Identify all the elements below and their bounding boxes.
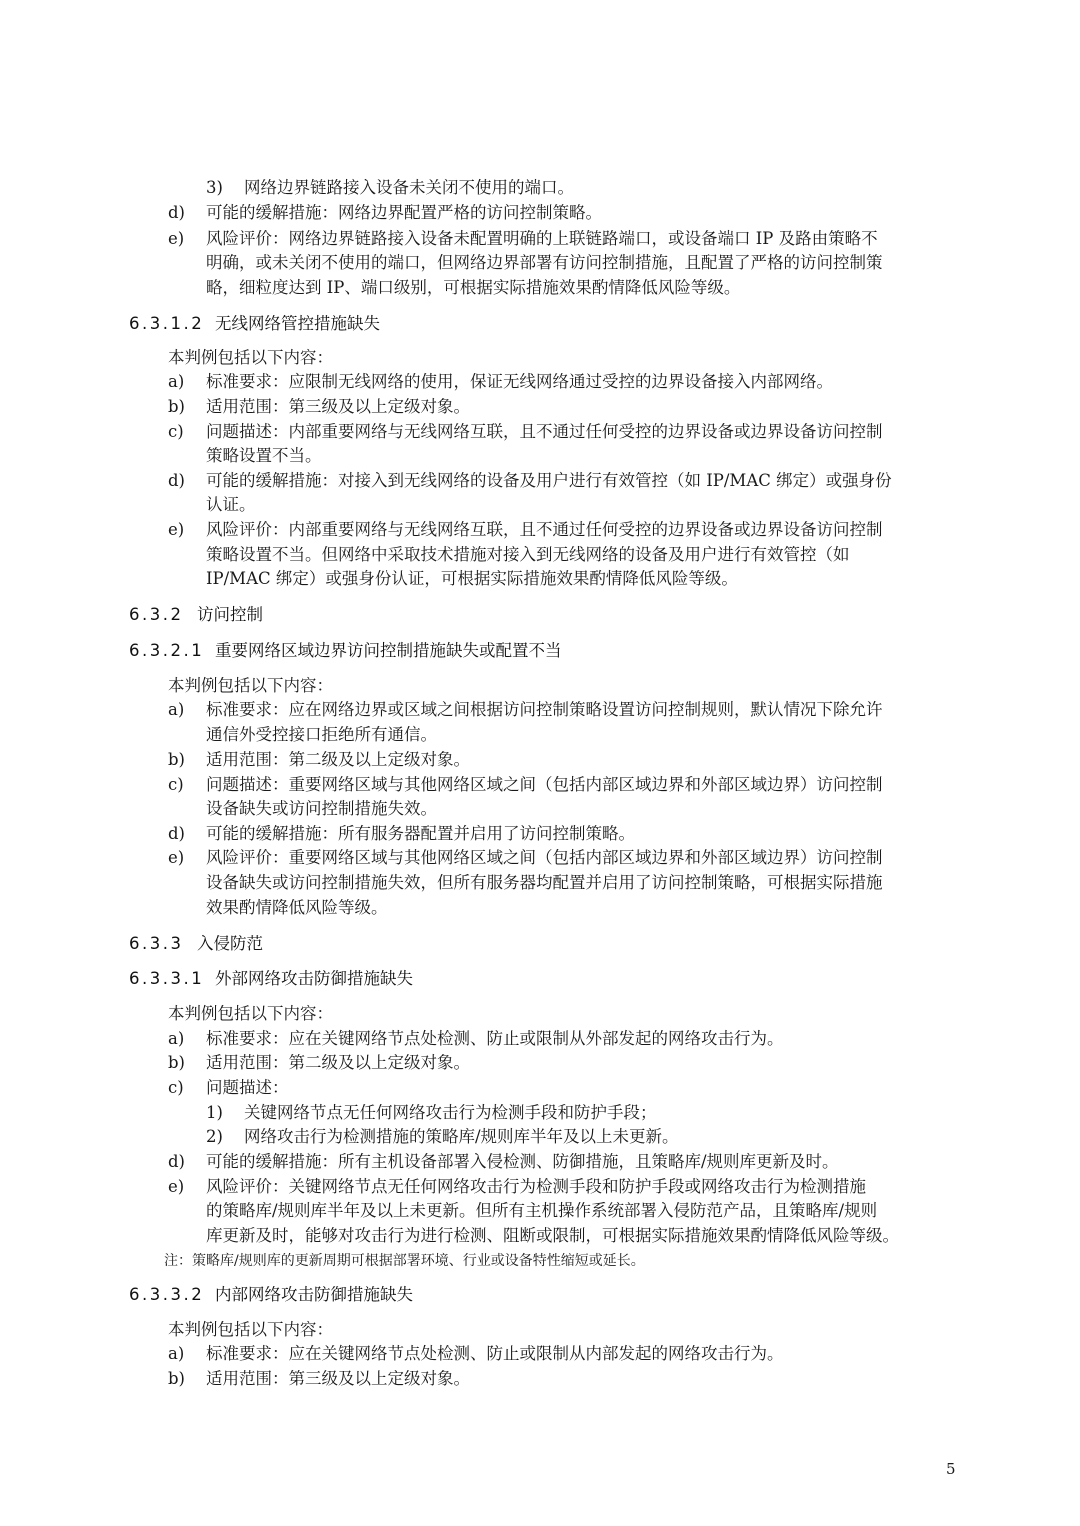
list-item: a) 标准要求：应在关键网络节点处检测、防止或限制从外部发起的网络攻击行为。: [168, 1029, 784, 1048]
section-heading: 6.3.3.1 外部网络攻击防御措施缺失: [129, 969, 413, 988]
intro-text: 本判例包括以下内容：: [168, 676, 333, 695]
list-item: e) 风险评价：关键网络节点无任何网络攻击行为检测手段和防护手段或网络攻击行为检测措施: [168, 1177, 866, 1196]
list-item: b) 适用范围：第二级及以上定级对象。: [168, 750, 470, 769]
list-item-continuation: 略，细粒度达到 IP、端口级别，可根据实际措施效果酌情降低风险等级。: [206, 278, 741, 297]
list-item-continuation: 设备缺失或访问控制措施失效。: [206, 799, 437, 818]
sub-list-item: 1) 关键网络节点无任何网络攻击行为检测手段和防护手段；: [206, 1103, 657, 1122]
list-item-continuation: 策略设置不当。: [206, 446, 322, 465]
list-item: d) 可能的缓解措施：所有服务器配置并启用了访问控制策略。: [168, 824, 635, 843]
section-heading: 6.3.1.2 无线网络管控措施缺失: [129, 314, 380, 333]
list-item: a) 标准要求：应限制无线网络的使用，保证无线网络通过受控的边界设备接入内部网络。: [168, 372, 833, 391]
intro-text: 本判例包括以下内容：: [168, 1320, 333, 1339]
list-item: b) 适用范围：第三级及以上定级对象。: [168, 397, 470, 416]
list-item-continuation: 策略设置不当。但网络中采取技术措施对接入到无线网络的设备及用户进行有效管控（如: [206, 545, 850, 564]
list-item-continuation: 库更新及时，能够对攻击行为进行检测、阻断或限制，可根据实际措施效果酌情降低风险等级。: [206, 1226, 899, 1245]
list-item: d) 可能的缓解措施：网络边界配置严格的访问控制策略。: [168, 203, 602, 222]
list-item: c) 问题描述：内部重要网络与无线网络互联，且不通过任何受控的边界设备或边界设备访问控制: [168, 422, 883, 441]
list-item-continuation: 的策略库/规则库半年及以上未更新。但所有主机操作系统部署入侵防范产品，且策略库/规则: [206, 1201, 878, 1220]
list-item: e) 风险评价：内部重要网络与无线网络互联，且不通过任何受控的边界设备或边界设备访问控制: [168, 520, 883, 539]
sub-list-item: 2) 网络攻击行为检测措施的策略库/规则库半年及以上未更新。: [206, 1127, 679, 1146]
section-heading: 6.3.2 访问控制: [129, 605, 263, 624]
list-item-continuation: 通信外受控接口拒绝所有通信。: [206, 725, 437, 744]
list-item: d) 可能的缓解措施：所有主机设备部署入侵检测、防御措施，且策略库/规则库更新及时。: [168, 1152, 839, 1171]
list-item: e) 风险评价：重要网络区域与其他网络区域之间（包括内部区域边界和外部区域边界）访问控制: [168, 848, 883, 867]
note: 注：策略库/规则库的更新周期可根据部署环境、行业或设备特性缩短或延长。: [164, 1253, 645, 1269]
section-heading: 6.3.3.2 内部网络攻击防御措施缺失: [129, 1285, 413, 1304]
list-item-continuation: 效果酌情降低风险等级。: [206, 898, 388, 917]
list-item: c) 问题描述：: [168, 1078, 289, 1097]
section-heading: 6.3.3 入侵防范: [129, 934, 263, 953]
list-item-continuation: 认证。: [206, 495, 256, 514]
page-number: 5: [946, 1460, 956, 1478]
section-heading: 6.3.2.1 重要网络区域边界访问控制措施缺失或配置不当: [129, 641, 562, 660]
list-item: c) 问题描述：重要网络区域与其他网络区域之间（包括内部区域边界和外部区域边界）访问控制: [168, 775, 883, 794]
list-item: 3) 网络边界链路接入设备未关闭不使用的端口。: [206, 178, 574, 197]
list-item-continuation: IP/MAC 绑定）或强身份认证，可根据实际措施效果酌情降低风险等级。: [206, 569, 738, 588]
list-item: b) 适用范围：第二级及以上定级对象。: [168, 1053, 470, 1072]
intro-text: 本判例包括以下内容：: [168, 1004, 333, 1023]
list-item: e) 风险评价：网络边界链路接入设备未配置明确的上联链路端口，或设备端口 IP 及路由策略不: [168, 229, 878, 248]
intro-text: 本判例包括以下内容：: [168, 348, 333, 367]
list-item-continuation: 设备缺失或访问控制措施失效，但所有服务器均配置并启用了访问控制策略，可根据实际措施: [206, 873, 883, 892]
list-item: a) 标准要求：应在网络边界或区域之间根据访问控制策略设置访问控制规则，默认情况下除允许: [168, 700, 883, 719]
list-item: b) 适用范围：第三级及以上定级对象。: [168, 1369, 470, 1388]
list-item-continuation: 明确，或未关闭不使用的端口，但网络边界部署有访问控制措施，且配置了严格的访问控制策: [206, 253, 883, 272]
list-item: d) 可能的缓解措施：对接入到无线网络的设备及用户进行有效管控（如 IP/MAC 绑定）或强身份: [168, 471, 892, 490]
list-item: a) 标准要求：应在关键网络节点处检测、防止或限制从内部发起的网络攻击行为。: [168, 1344, 784, 1363]
